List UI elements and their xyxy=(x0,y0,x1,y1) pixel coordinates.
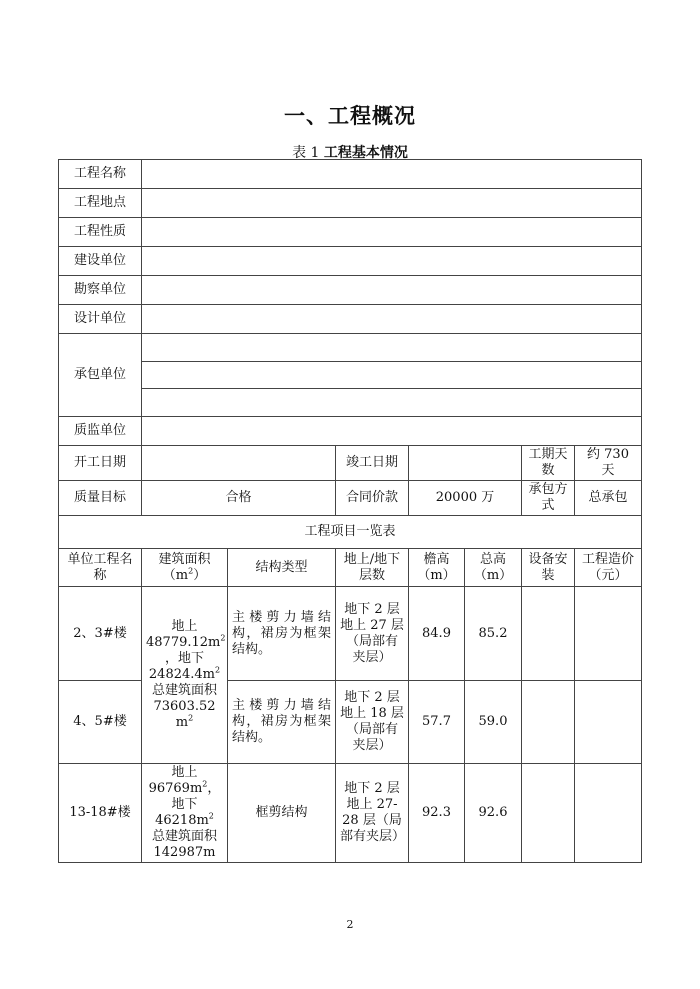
duration-value: 约 730 天 xyxy=(575,446,642,481)
design-unit-value[interactable] xyxy=(142,305,642,334)
area-above-exp: 2 xyxy=(202,779,208,789)
row-contractor-2 xyxy=(59,362,642,389)
construction-unit-value[interactable] xyxy=(142,247,642,276)
contract-mode-label: 承包方式 xyxy=(522,481,575,516)
eave-height: 84.9 xyxy=(409,587,465,681)
contractor-value-1[interactable] xyxy=(142,334,642,362)
area-total-value: 142987m xyxy=(153,845,216,860)
area-above-value: 96769m xyxy=(148,781,203,796)
contractor-label: 承包单位 xyxy=(59,334,142,417)
structure-type: 框剪结构 xyxy=(228,764,336,863)
floors: 地下 2 层地上 27 层（局部有夹层） xyxy=(336,587,409,681)
quality-supervision-value[interactable] xyxy=(142,417,642,446)
cost[interactable] xyxy=(575,681,642,764)
row-project-list-title xyxy=(59,516,642,549)
page-number: 2 xyxy=(346,918,354,931)
header-building-area xyxy=(142,549,228,587)
building-area-group-2 xyxy=(142,764,228,863)
row-project-name xyxy=(59,160,642,189)
row-construction-unit xyxy=(59,247,642,276)
area-above-label: 地上 xyxy=(171,619,198,634)
row-project-location xyxy=(59,189,642,218)
row-project-nature xyxy=(59,218,642,247)
contractor-value-3[interactable] xyxy=(142,389,642,417)
header-area-unit-open: （m xyxy=(162,567,189,583)
project-location-value[interactable] xyxy=(142,189,642,218)
unit-name: 4、5#楼 xyxy=(59,681,142,764)
header-area-unit-close: ） xyxy=(193,567,207,583)
contract-price-label: 合同价款 xyxy=(336,481,409,516)
start-date-label: 开工日期 xyxy=(59,446,142,481)
header-floors: 地上/地下层数 xyxy=(336,549,409,587)
table-caption-title: 工程基本情况 xyxy=(323,145,408,161)
building-area-group-1 xyxy=(142,587,228,764)
table-row xyxy=(59,764,642,863)
quality-target-label: 质量目标 xyxy=(59,481,142,516)
unit-name: 13-18#楼 xyxy=(59,764,142,863)
quality-target-value: 合格 xyxy=(142,481,336,516)
project-nature-value[interactable] xyxy=(142,218,642,247)
header-total-height: 总高（m） xyxy=(465,549,522,587)
area-total-label: 总建筑面积 xyxy=(151,829,217,844)
completion-date-label: 竣工日期 xyxy=(336,446,409,481)
row-dates xyxy=(59,446,642,481)
total-height: 59.0 xyxy=(465,681,522,764)
header-unit-name: 单位工程名称 xyxy=(59,549,142,587)
area-total-label: 总建筑面积 xyxy=(151,683,217,698)
project-name-label: 工程名称 xyxy=(59,160,142,189)
structure-type: 主楼剪力墙结构，裙房为框架结构。 xyxy=(228,681,336,764)
project-list-title: 工程项目一览表 xyxy=(59,516,642,549)
equipment[interactable] xyxy=(522,587,575,681)
table-row xyxy=(59,587,642,681)
project-nature-label: 工程性质 xyxy=(59,218,142,247)
area-below-exp: 2 xyxy=(215,665,221,675)
total-height: 92.6 xyxy=(465,764,522,863)
contractor-value-2[interactable] xyxy=(142,362,642,389)
contract-price-value: 20000 万 xyxy=(409,481,522,516)
area-below-value: 24824.4m xyxy=(148,667,215,682)
completion-date-value[interactable] xyxy=(409,446,522,481)
row-quality-supervision xyxy=(59,417,642,446)
equipment[interactable] xyxy=(522,764,575,863)
duration-label: 工期天数 xyxy=(522,446,575,481)
eave-height: 92.3 xyxy=(409,764,465,863)
structure-type: 主楼剪力墙结构，裙房为框架结构。 xyxy=(228,587,336,681)
header-area-unit-exp: 2 xyxy=(188,566,194,576)
project-name-value[interactable] xyxy=(142,160,642,189)
floors: 地下 2 层地上 18 层（局部有夹层） xyxy=(336,681,409,764)
row-contractor-3 xyxy=(59,389,642,417)
area-sep: ，地下 46218m xyxy=(155,781,221,828)
page-heading: 一、工程概况 xyxy=(284,104,416,128)
area-above-value: 48779.12m xyxy=(146,635,221,650)
area-sep-exp: 2 xyxy=(208,811,214,821)
project-list-header-row xyxy=(59,549,642,587)
area-above-label: 地上 xyxy=(171,765,198,780)
equipment[interactable] xyxy=(522,681,575,764)
table-caption-prefix: 表 1 xyxy=(292,145,320,161)
total-height: 85.2 xyxy=(465,587,522,681)
survey-unit-label: 勘察单位 xyxy=(59,276,142,305)
area-total-value: 73603.52 m xyxy=(153,699,216,730)
survey-unit-value[interactable] xyxy=(142,276,642,305)
construction-unit-label: 建设单位 xyxy=(59,247,142,276)
header-cost: 工程造价（元） xyxy=(575,549,642,587)
row-quality-contract xyxy=(59,481,642,516)
quality-supervision-label: 质监单位 xyxy=(59,417,142,446)
unit-name: 2、3#楼 xyxy=(59,587,142,681)
design-unit-label: 设计单位 xyxy=(59,305,142,334)
area-above-exp: 2 xyxy=(220,633,226,643)
area-total-exp: 2 xyxy=(188,713,194,723)
floors: 地下 2 层地上 27-28 层（局部有夹层） xyxy=(336,764,409,863)
row-design-unit xyxy=(59,305,642,334)
cost[interactable] xyxy=(575,764,642,863)
contract-mode-value: 总承包 xyxy=(575,481,642,516)
row-survey-unit xyxy=(59,276,642,305)
header-eave-height: 檐高（m） xyxy=(409,549,465,587)
area-sep: ，地下 xyxy=(164,651,204,666)
header-equipment: 设备安装 xyxy=(522,549,575,587)
header-structure-type: 结构类型 xyxy=(228,549,336,587)
cost[interactable] xyxy=(575,587,642,681)
header-area-label: 建筑面积 xyxy=(158,551,211,567)
start-date-value[interactable] xyxy=(142,446,336,481)
row-contractor-1 xyxy=(59,334,642,362)
project-basic-info-table xyxy=(58,159,642,863)
eave-height: 57.7 xyxy=(409,681,465,764)
project-location-label: 工程地点 xyxy=(59,189,142,218)
